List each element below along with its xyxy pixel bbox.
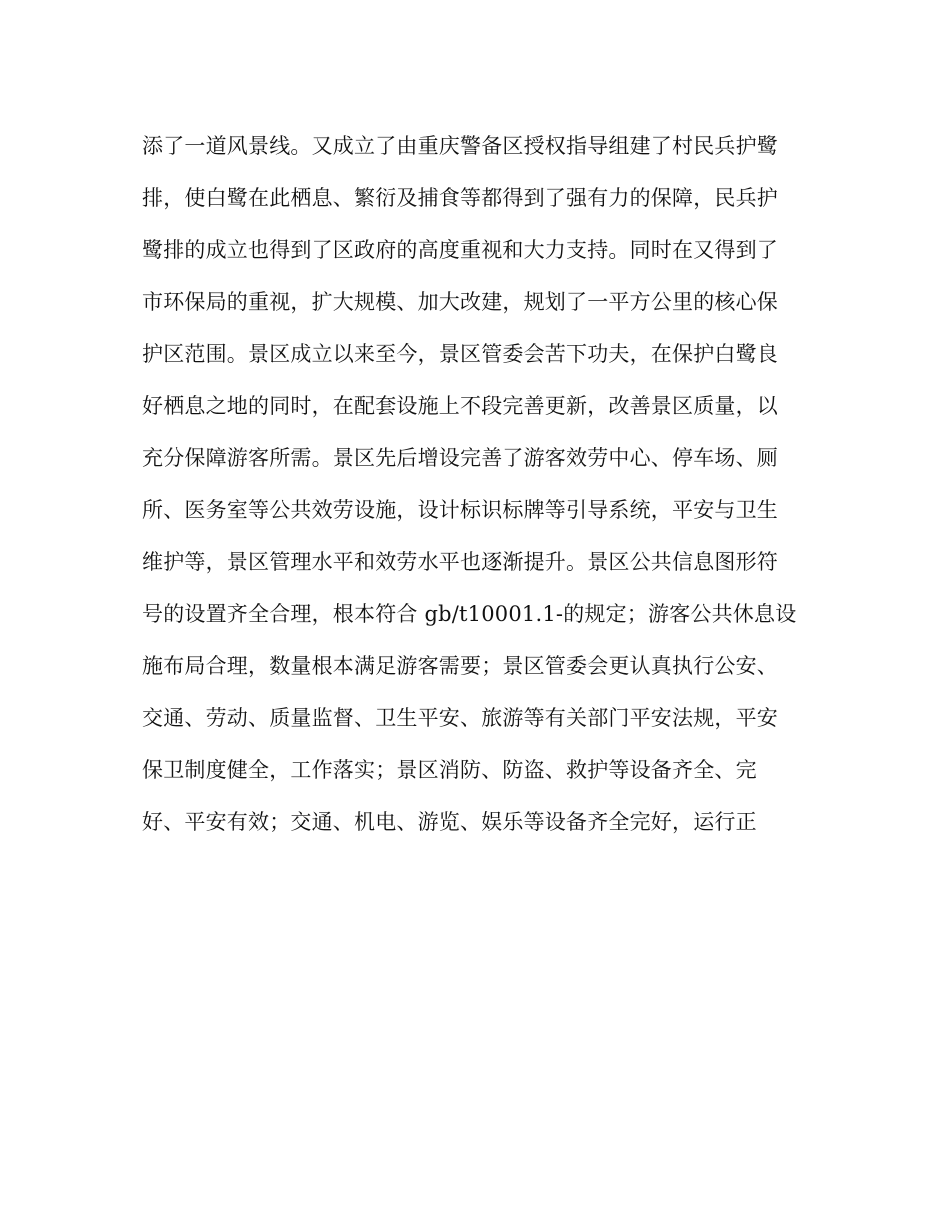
text-line: 交通、劳动、质量监督、卫生平安、旅游等有关部门平安法规，平安 (142, 706, 778, 730)
text-line: 号的设置齐全合理，根本符合 gb/t10001.1-的规定；游客公共休息设 (142, 602, 797, 626)
text-line: 好栖息之地的同时，在配套设施上不段完善更新，改善景区质量，以 (142, 394, 778, 418)
text-line: 维护等，景区管理水平和效劳水平也逐渐提升。景区公共信息图形符 (142, 550, 778, 574)
text-line: 添了一道风景线。又成立了由重庆警备区授权指导组建了村民兵护鹭 (142, 134, 778, 158)
text-line: 鹭排的成立也得到了区政府的高度重视和大力支持。同时在又得到了 (142, 238, 778, 262)
text-line: 所、医务室等公共效劳设施，设计标识标牌等引导系统，平安与卫生 (142, 498, 778, 522)
text-line: 保卫制度健全，工作落实；景区消防、防盗、救护等设备齐全、完 (142, 758, 757, 782)
text-line: 护区范围。景区成立以来至今，景区管委会苦下功夫，在保护白鹭良 (142, 342, 778, 366)
text-line: 充分保障游客所需。景区先后增设完善了游客效劳中心、停车场、厕 (142, 446, 778, 470)
text-line: 排，使白鹭在此栖息、繁衍及捕食等都得到了强有力的保障，民兵护 (142, 186, 778, 210)
text-line: 市环保局的重视，扩大规模、加大改建，规划了一平方公里的核心保 (142, 290, 778, 314)
text-line: 好、平安有效；交通、机电、游览、娱乐等设备齐全完好，运行正 (142, 810, 757, 834)
text-line: 施布局合理，数量根本满足游客需要；景区管委会更认真执行公安、 (142, 654, 778, 678)
body-text (142, 120, 822, 848)
